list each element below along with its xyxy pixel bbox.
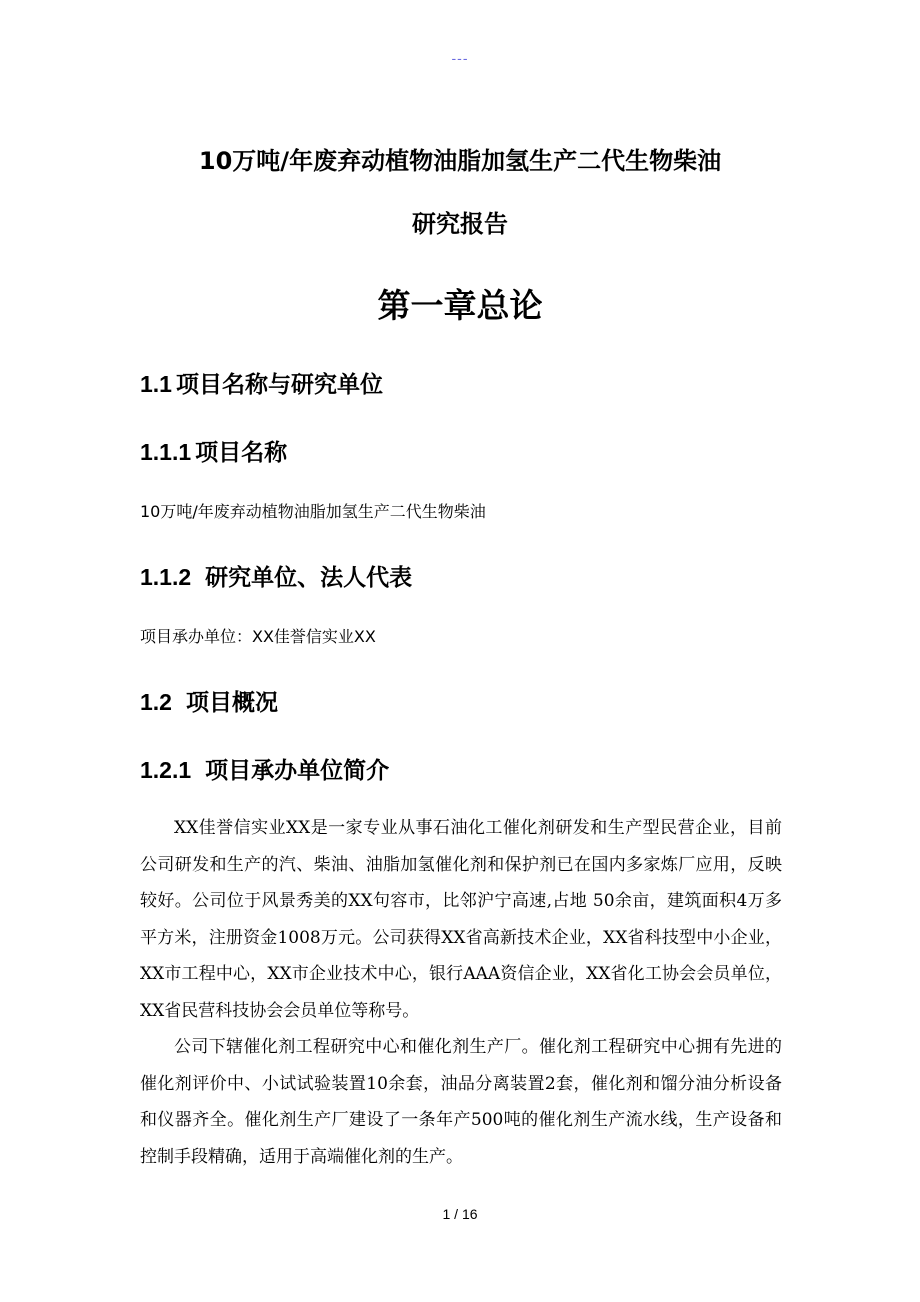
body-paragraph: XX佳誉信实业XX是一家专业从事石油化工催化剂研发和生产型民营企业，目前公司研发和生产的汽、柴油、油脂加氢催化剂和保护剂已在国内多家炼厂应用，反映较好。公司位于风景秀美的XX句容市，比邻沪宁高速,占地 50余亩，建筑面积4万多平方米，注册资金1008万元。公司获得XX省高新技术企业，XX省科技型中小企业，XX市工程中心，XX市企业技术中心，银行AAA资信企业，XX省化工协会会员单位，XX省民营科技协会会员单位等称号。 [140, 818, 782, 1021]
body-paragraph: 公司下辖催化剂工程研究中心和催化剂生产厂。催化剂工程研究中心拥有先进的催化剂评价中、小试试验装置10余套，油品分离装置2套，催化剂和馏分油分析设备和仪器齐全。催化剂生产厂建设了一条年产500吨的催化剂生产流水线，生产设备和控制手段精确，适用于高端催化剂的生产。 [140, 1037, 782, 1167]
section-heading-1-2-1 [140, 752, 389, 785]
section-title: 项目名称与研究单位 [175, 372, 383, 398]
section-number: 1.1 [140, 371, 172, 397]
chapter-heading: 第一章总论 [377, 286, 543, 325]
document-title-line-2: 研究报告 [412, 210, 508, 238]
section-number: 1.1.1 [140, 439, 192, 465]
section-title: 项目名称 [195, 440, 288, 466]
project-name-text: 10万吨/年废弃动植物油脂加氢生产二代生物柴油 [140, 502, 486, 521]
section-heading-1-2 [140, 684, 278, 717]
section-heading-1-1-2 [140, 559, 412, 592]
section-title: 研究单位、法人代表 [205, 565, 413, 591]
section-number: 1.1.2 [140, 564, 192, 590]
project-org-text: 项目承办单位：XX佳誉信实业XX [140, 627, 376, 646]
section-heading-1-1-1 [140, 434, 287, 467]
page-number: 1 / 16 [442, 1206, 478, 1222]
section-title: 项目概况 [185, 690, 278, 716]
section-number: 1.2.1 [140, 757, 192, 783]
section-number: 1.2 [140, 689, 172, 715]
header-mark: --- [451, 50, 469, 66]
section-title: 项目承办单位简介 [205, 758, 390, 784]
document-title-line-1: 10万吨/年废弃动植物油脂加氢生产二代生物柴油 [198, 147, 722, 175]
section-heading-1-1 [140, 366, 383, 399]
